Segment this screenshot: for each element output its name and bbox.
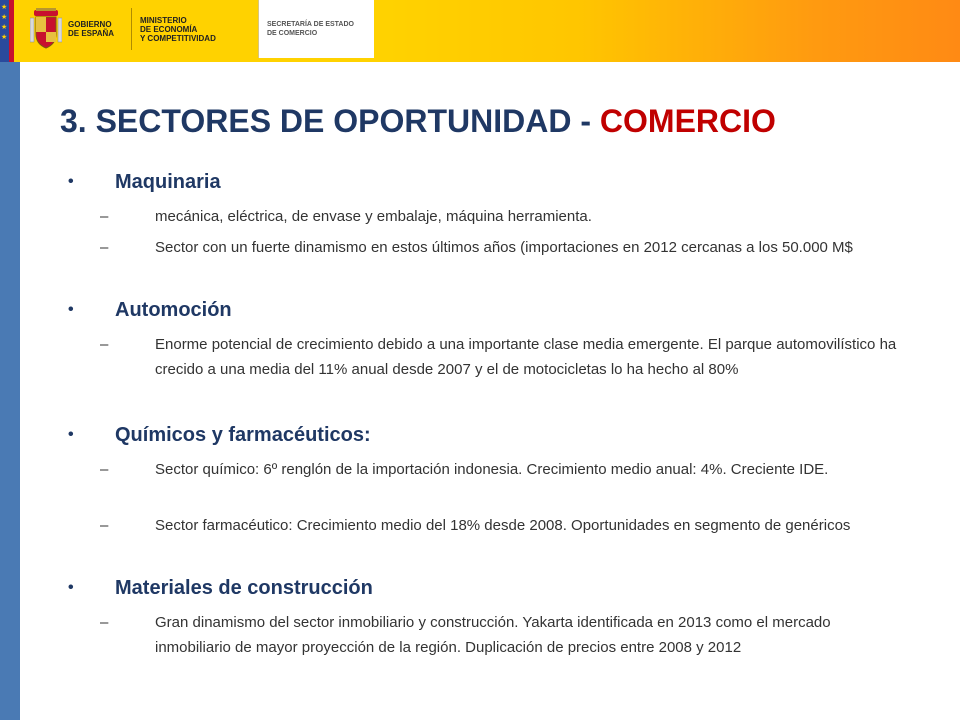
- section-heading-text: Químicos y farmacéuticos:: [115, 424, 371, 446]
- section-heading-text: Maquinaria: [115, 171, 221, 193]
- bullet-icon: •: [68, 426, 74, 443]
- ministerio-label: MINISTERIO DE ECONOMÍA Y COMPETITIVIDAD: [140, 15, 216, 43]
- list-item: [100, 513, 900, 538]
- bullet-icon: •: [68, 301, 74, 318]
- dash-icon: –: [100, 208, 109, 225]
- header-divider: [131, 8, 132, 50]
- dash-icon: –: [100, 239, 109, 256]
- dash-icon: –: [100, 461, 109, 478]
- list-item-text: Sector con un fuerte dinamismo en estos últimos años (importaciones en 2012 cercanas a los 50.000 M$: [155, 239, 853, 256]
- bullet-icon: •: [68, 173, 74, 190]
- section-heading-text: Automoción: [115, 299, 232, 321]
- dash-icon: –: [100, 336, 109, 353]
- title-main: 3. SECTORES DE OPORTUNIDAD -: [60, 103, 600, 139]
- section-heading-materiales: [68, 576, 915, 600]
- list-item-text: Gran dinamismo del sector inmobiliario y construcción. Yakarta identificada en 2013 como el mercado inmobiliario de mayor proyección de la región. Duplicación de precios entre 2008 y 2012: [155, 614, 831, 656]
- secretaria-label-box: [258, 0, 374, 58]
- title-accent: COMERCIO: [599, 103, 776, 139]
- header-band: [0, 0, 960, 62]
- left-accent-bar: [0, 62, 20, 720]
- section-heading-automocion: [68, 298, 915, 322]
- list-item: [100, 457, 900, 482]
- dash-icon: –: [100, 614, 109, 631]
- section-heading-quimicos: [68, 423, 915, 447]
- slide-title: [60, 103, 940, 140]
- section-heading-text: Materiales de construcción: [115, 577, 373, 599]
- list-item: [100, 235, 900, 260]
- list-item-text: Sector farmacéutico: Crecimiento medio del 18% desde 2008. Oportunidades en segmento de genéricos: [155, 517, 851, 534]
- section-heading-maquinaria: [68, 170, 915, 194]
- coat-of-arms-icon: [30, 8, 62, 50]
- dash-icon: –: [100, 517, 109, 534]
- eu-flag-strip: [0, 0, 20, 62]
- list-item-text: Enorme potencial de crecimiento debido a una importante clase media emergente. El parque automovilístico ha crecido a una media del 11% anual desde 2007 y el de motocicletas lo ha hecho al 80%: [155, 336, 897, 378]
- list-item: [100, 204, 900, 229]
- list-item-text: Sector químico: 6º renglón de la importación indonesia. Crecimiento medio anual: 4%. Creciente IDE.: [155, 461, 829, 478]
- list-item-text: mecánica, eléctrica, de envase y embalaje, máquina herramienta.: [155, 208, 592, 225]
- secretaria-label: SECRETARÍA DE ESTADO DE COMERCIO: [267, 21, 354, 37]
- list-item: [100, 332, 900, 382]
- list-item: [100, 610, 900, 660]
- gobierno-label: GOBIERNO DE ESPAÑA: [68, 20, 115, 38]
- eu-stars-icon: ★ ★ ★ ★: [1, 4, 8, 41]
- bullet-icon: •: [68, 579, 74, 596]
